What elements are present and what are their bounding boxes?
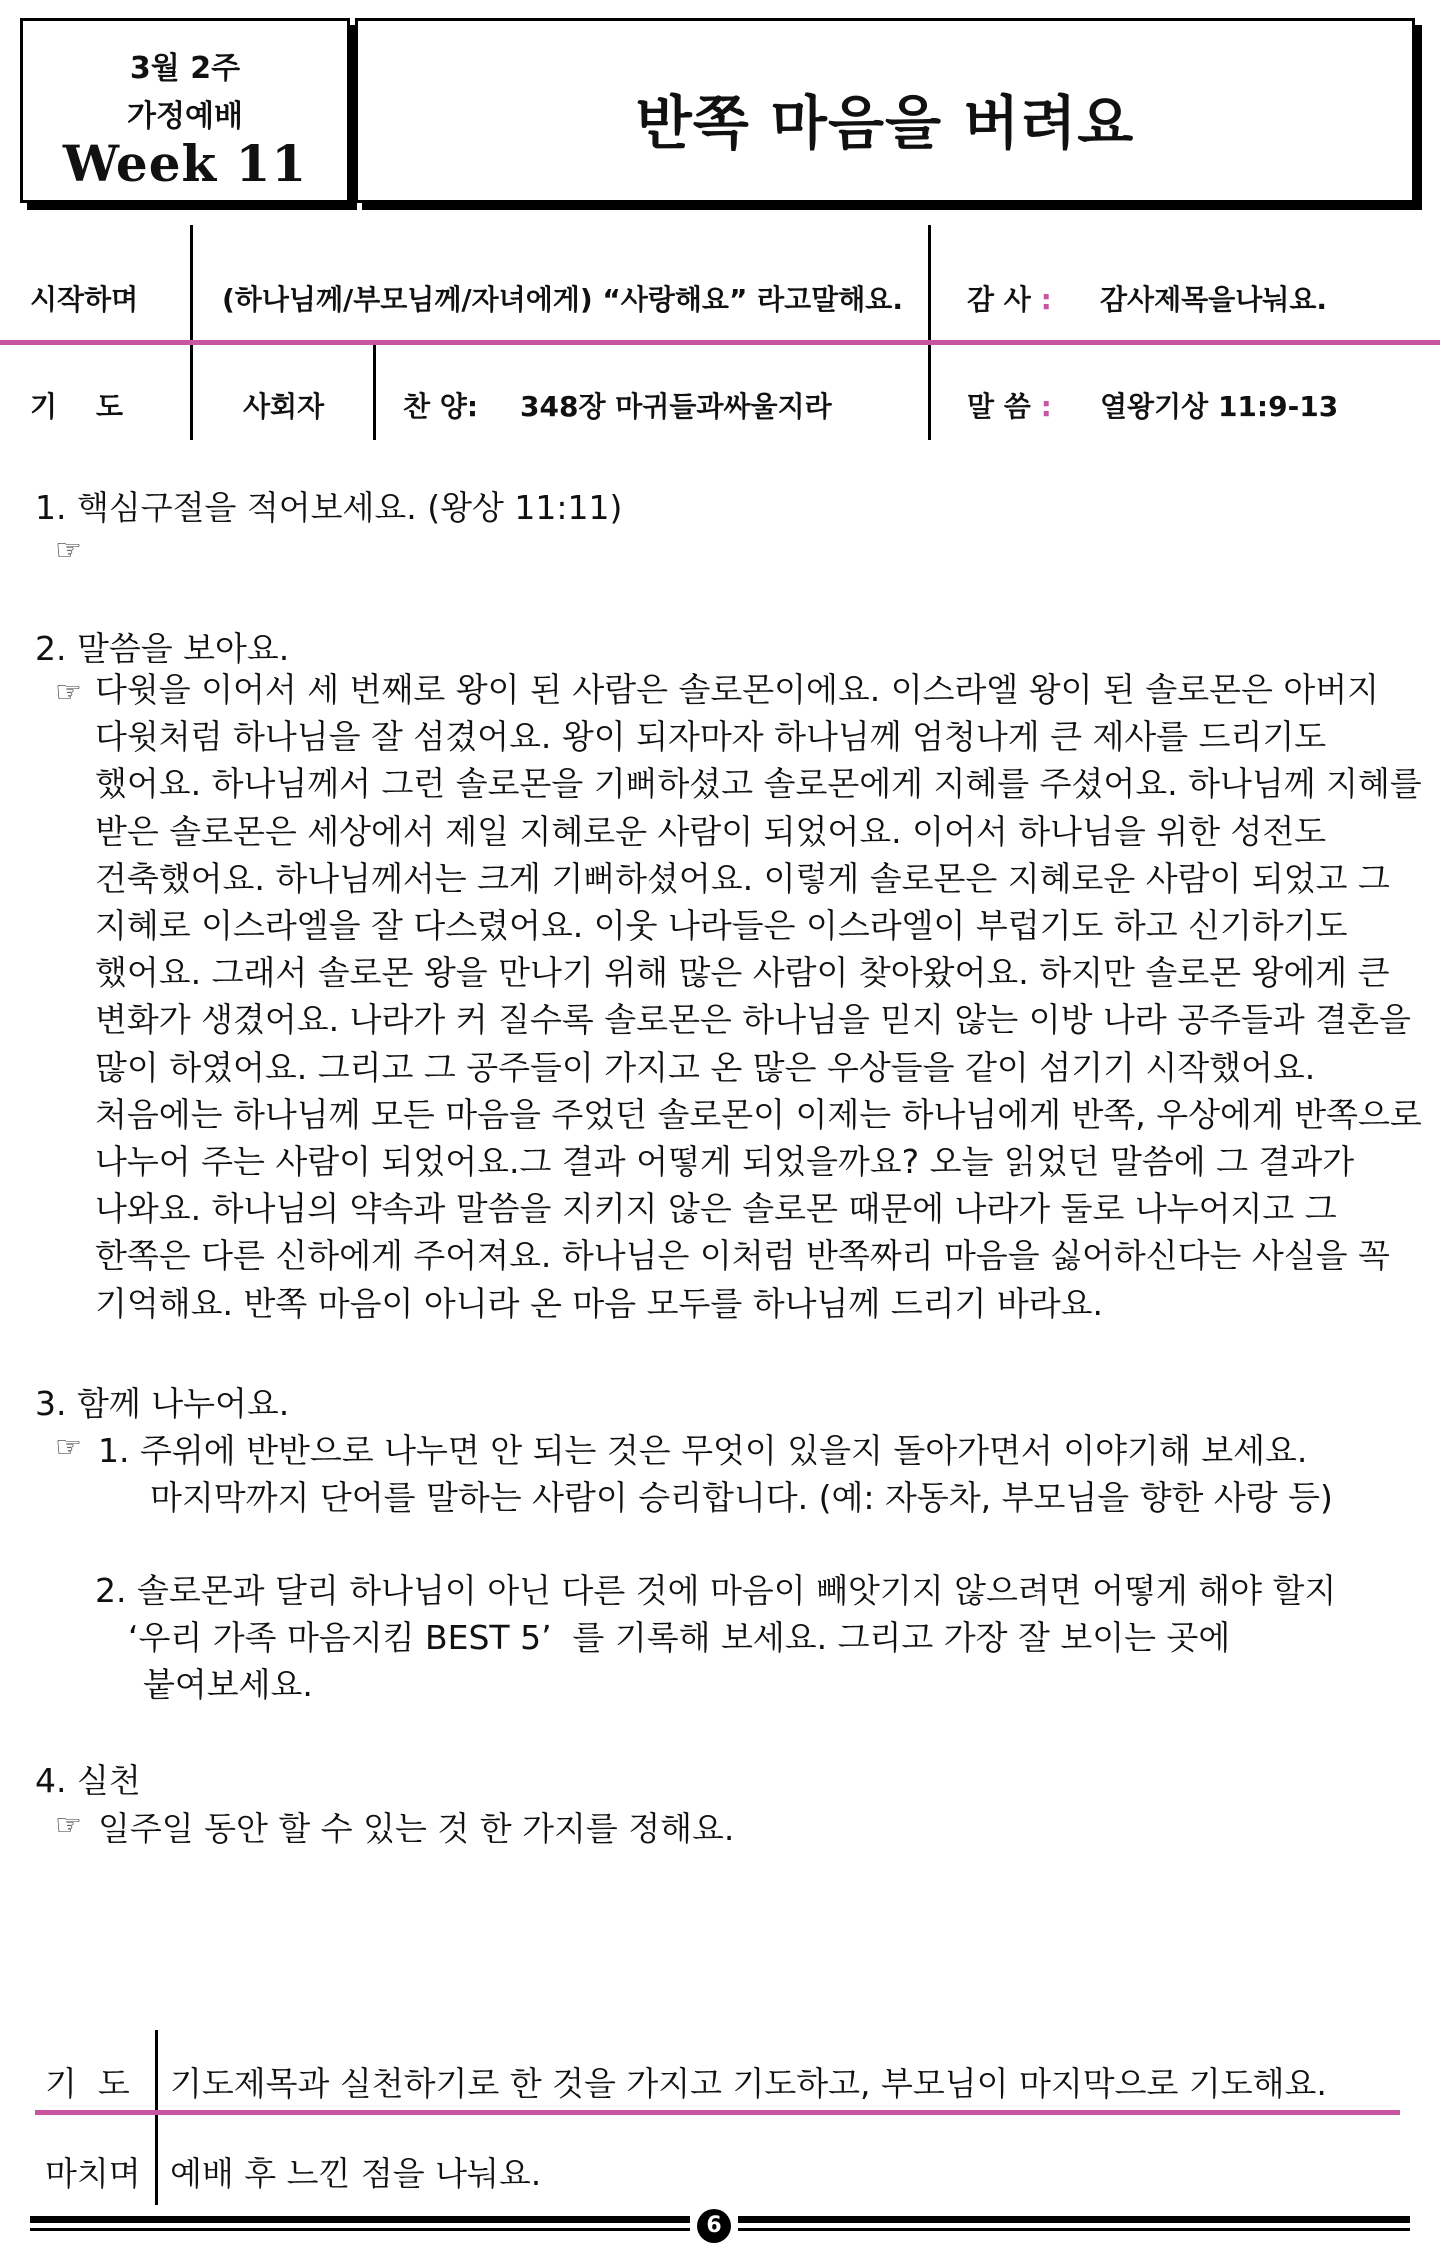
thanks-heading — [967, 278, 1052, 318]
question-1-line-1: 1. 주위에 반반으로 나누면 안 되는 것은 무엇이 있을지 돌아가면서 이야기해 보세요. — [98, 1431, 1308, 1470]
hymn-text: 348장 마귀들과싸울지라 — [520, 390, 832, 423]
sermon-paragraph — [95, 666, 1422, 1327]
footer-closing-label: 마치며 — [45, 2154, 141, 2193]
question-2-line-2: ‘우리 가족 마음지킴 BEST 5’ 를 기록해 보세요. 그리고 가장 잘 보이는 곳에 — [128, 1618, 1231, 1657]
week-info-box — [20, 18, 350, 203]
title-box — [355, 18, 1415, 203]
table-divider — [928, 345, 931, 440]
footer-prayer-text: 기도제목과 실천하기로 한 것을 가지고 기도하고, 부모님이 마지막으로 기도해요. — [170, 2064, 1327, 2103]
word-text: 열왕기상 11:9-13 — [1100, 390, 1339, 423]
sermon-line: 했어요. 그래서 솔로몬 왕을 만나기 위해 많은 사람이 찾아왔어요. 하지만 솔로몬 왕에게 큰 — [95, 953, 1390, 993]
week-date: 3월 2주 — [129, 51, 241, 86]
section-3-title: 3. 함께 나누어요. — [35, 1384, 290, 1423]
pink-footer-divider — [35, 2110, 1400, 2115]
page-title: 반쪽 마음을 버려요 — [635, 89, 1135, 157]
sermon-line: 처음에는 하나님께 모든 마음을 주었던 솔로몬이 이제는 하나님에게 반쪽, 우상에게 반쪽으로 — [95, 1094, 1422, 1134]
week-number: Week 11 — [62, 134, 308, 193]
question-2-line-1: 2. 솔로몬과 달리 하나님이 아닌 다른 것에 마음이 빼앗기지 않으려면 어떻게 해야 할지 — [95, 1571, 1337, 1610]
table-divider — [190, 225, 193, 340]
page-rule-right — [738, 2216, 1410, 2223]
pointing-hand-icon: ☞ — [55, 1430, 82, 1465]
page-rule-left-thin — [30, 2228, 690, 2231]
sermon-line: 했어요. 하나님께서 그런 솔로몬을 기뻐하셨고 솔로몬에게 지혜를 주셨어요. 하나님께 지혜를 — [95, 764, 1422, 804]
thanks-colon: : — [1040, 283, 1052, 316]
week-type: 가정예배 — [127, 99, 243, 134]
sermon-line: 기억해요. 반쪽 마음이 아니라 온 마음 모두를 하나님께 드리기 바라요. — [95, 1283, 1103, 1323]
leader-label: 사회자 — [243, 390, 325, 423]
pointing-hand-icon: ☞ — [55, 1808, 82, 1843]
sermon-line: 다윗을 이어서 세 번째로 왕이 된 사람은 솔로몬이에요. 이스라엘 왕이 된 솔로몬은 아버지 — [95, 670, 1379, 709]
table-divider — [190, 345, 193, 440]
sermon-line: 한쪽은 다른 신하에게 주어져요. 하나님은 이처럼 반쪽짜리 마음을 싫어하신다는 사실을 꼭 — [95, 1236, 1390, 1276]
footer-divider — [155, 2030, 158, 2110]
start-label: 시작하며 — [30, 283, 139, 316]
page-rule-right-thin — [738, 2228, 1410, 2231]
table-divider — [928, 225, 931, 340]
section-4-title: 4. 실천 — [35, 1761, 141, 1800]
prayer-label: 기 도 — [30, 390, 124, 423]
footer-divider — [155, 2115, 158, 2205]
hymn-label: 찬 양: — [403, 390, 479, 423]
thanks-text: 감사제목을나눠요. — [1100, 283, 1328, 316]
sermon-line: 받은 솔로몬은 세상에서 제일 지혜로운 사람이 되었어요. 이어서 하나님을 위한 성전도 — [95, 811, 1327, 851]
question-2-line-3: 붙여보세요. — [143, 1665, 313, 1704]
sermon-line: 많이 하였어요. 그리고 그 공주들이 가지고 온 많은 우상들을 같이 섬기기 시작했어요. — [95, 1047, 1316, 1087]
sermon-line: 다윗처럼 하나님을 잘 섬겼어요. 왕이 되자마자 하나님께 엄청나게 큰 제사를 드리기도 — [95, 717, 1327, 757]
start-text: (하나님께/부모님께/자녀에게) “사랑해요” 라고말해요. — [222, 283, 903, 316]
table-divider — [373, 345, 376, 440]
sermon-line: 건축했어요. 하나님께서는 크게 기뻐하셨어요. 이렇게 솔로몬은 지혜로운 사람이 되었고 그 — [95, 858, 1390, 898]
sermon-line: 나와요. 하나님의 약속과 말씀을 지키지 않은 솔로몬 때문에 나라가 둘로 나누어지고 그 — [95, 1189, 1337, 1229]
word-label: 말 씀 — [967, 390, 1031, 423]
pointing-hand-icon: ☞ — [55, 533, 82, 568]
sermon-line: 변화가 생겼어요. 나라가 커 질수록 솔로몬은 하나님을 믿지 않는 이방 나라 공주들과 결혼을 — [95, 1000, 1411, 1040]
page-number: 6 — [697, 2209, 731, 2243]
sermon-line: 지혜로 이스라엘을 잘 다스렸어요. 이웃 나라들은 이스라엘이 부럽기도 하고 신기하기도 — [95, 906, 1348, 946]
thanks-label: 감 사 — [967, 283, 1031, 316]
word-colon: : — [1040, 390, 1052, 423]
page-rule-left — [30, 2216, 690, 2223]
footer-closing-text: 예배 후 느낀 점을 나눠요. — [170, 2154, 542, 2193]
pointing-hand-icon: ☞ — [55, 675, 82, 710]
word-heading — [967, 385, 1052, 425]
pink-row-divider — [0, 340, 1440, 345]
practice-text: 일주일 동안 할 수 있는 것 한 가지를 정해요. — [98, 1809, 735, 1848]
section-2-title: 2. 말씀을 보아요. — [35, 629, 290, 668]
section-1-title: 1. 핵심구절을 적어보세요. (왕상 11:11) — [35, 488, 623, 527]
footer-prayer-label: 기 도 — [45, 2064, 130, 2103]
question-1-line-2: 마지막까지 단어를 말하는 사람이 승리합니다. (예: 자동차, 부모님을 향한 사랑 등) — [150, 1478, 1333, 1517]
sermon-line: 나누어 주는 사람이 되었어요.그 결과 어떻게 되었을까요? 오늘 읽었던 말씀에 그 결과가 — [95, 1142, 1355, 1182]
